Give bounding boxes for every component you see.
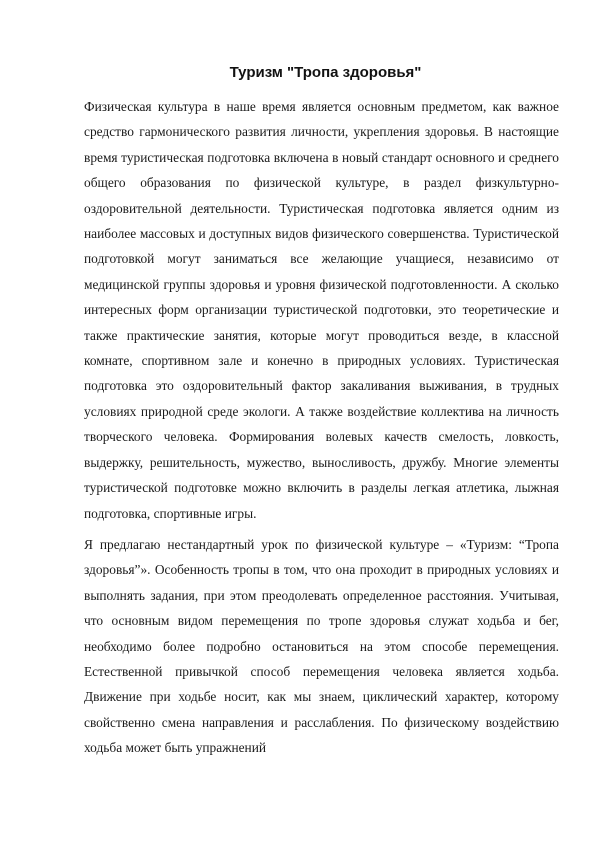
document-title: Туризм "Тропа здоровья": [229, 64, 422, 81]
paragraph-lesson: Я предлагаю нестандартный урок по физической культуре – «Туризм: “Тропа здоровья”». Особенность тропы в том, что она проходит в природных условиях и выполнять задания, при этом преодолевать определенное расстояния. Учитывая, что основным видом перемещения по тропе здоровья служат ходьба и бег, необходимо более подробно остановиться на этом способе перемещения. Естественной привычкой способ перемещения человека является ходьба. Движение при ходьбе носит, как мы знаем, циклический характер, которому свойственно смена направления и расслабления. По физическому воздействию ходьба может быть упражнений: [84, 536, 559, 756]
paragraph-intro: Физическая культура в наше время является основным предметом, как важное средство гармонического развития личности, укрепления здоровья. В настоящие время туристическая подготовка включена в новый стандарт основного и среднего общего образования по физической культуре, в раздел физкультурно-оздоровительной деятельности. Туристическая подготовка является одним из наиболее массовых и доступных видов физического совершенства. Туристической подготовкой могут заниматься все желающие учащиеся, независимо от медицинской группы здоровья и уровня физической подготовленности. А сколько интересных форм организации туристической подготовки, это теоретические и также практические занятия, которые могут проводиться везде, в классной комнате, спортивном зале и конечно в природных условиях. Туристическая подготовка это оздоровительный фактор закаливания выживания, в трудных условиях природной среде экологи. А также воздействие коллектива на личность творческого человека. Формирования волевых качеств смелость, ловкость, выдержку, решительность, мужество, выносливость, дружбу. Многие элементы туристической подготовке можно включить в разделы легкая атлетика, лыжная подготовка, спортивные игры.: [84, 99, 559, 521]
